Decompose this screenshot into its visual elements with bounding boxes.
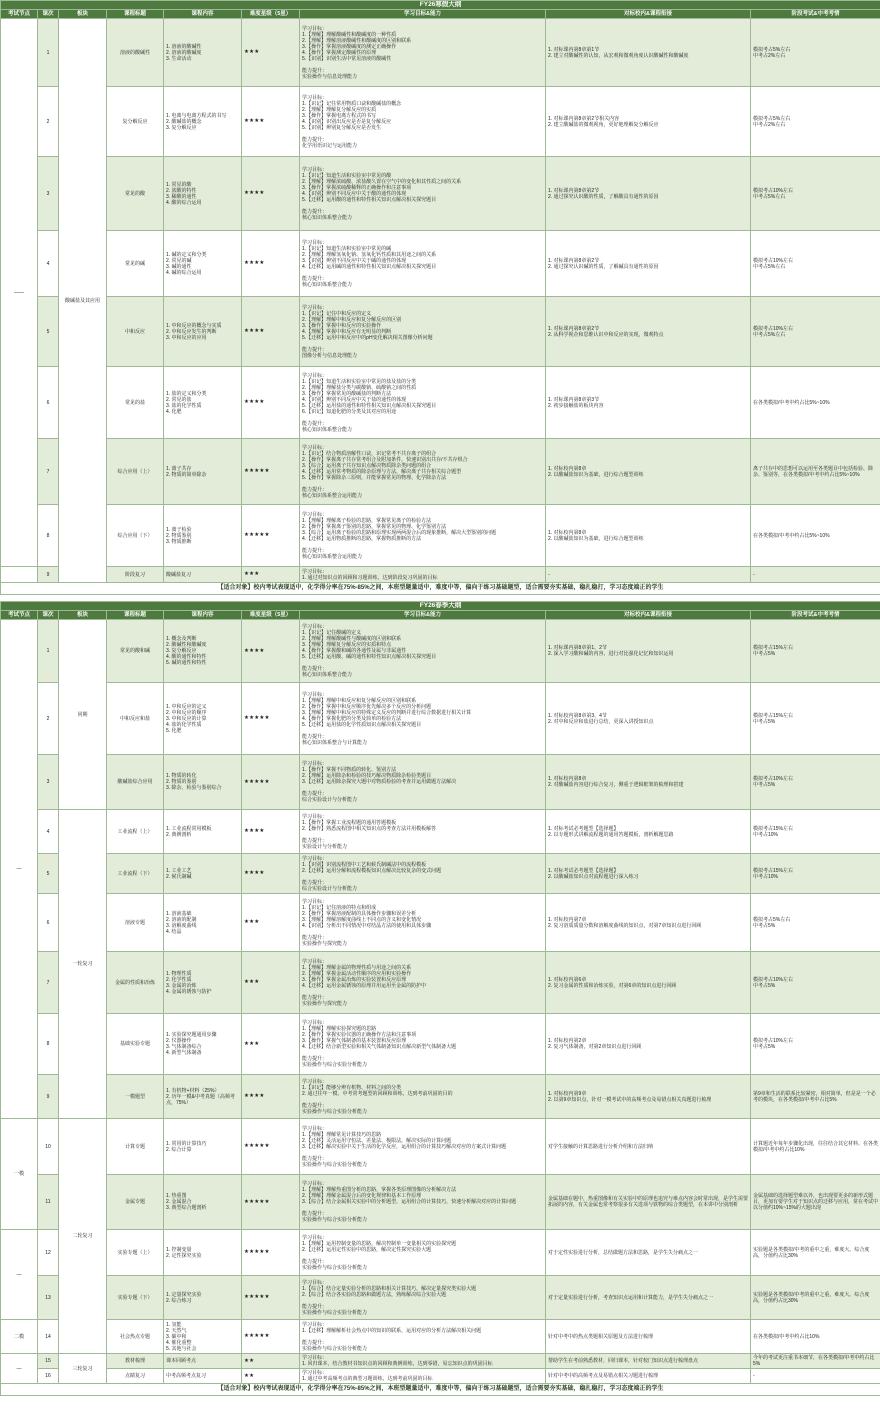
learning-goals: 学习目标： 1.【理解】理解中和反应和复分解反应的区别和联系 2.【操作】掌握中和反应顺序优先解决多个反应的分析问题 3.【理解】理解中和反应的特殊定义反应的判断并进行综合数据进行相关计算 4.【操作】掌握化肥的分类及简单的检验方法 5.【迁移】运用盐的化学性质知识点解决相关探究题目 能力提升： 核心知识体系整合与计算能力 (300, 683, 546, 755)
difficulty-stars: ★★★★ (242, 854, 300, 894)
learning-goals: 学习目标： 1.【操作】掌握不同物质的转化、鉴别方法 2.【理解】运用除杂和检验的技巧解决物质除杂检验类题目 3.【迁移】运用除杂探究大题中对物质检验的考查并运用做题方法解决 能力提升： 综合实验设计与分析能力 (300, 755, 546, 810)
exam-info: 模拟考占15%左右 中考占5% (751, 683, 880, 755)
exam-info: 金属基础的选择题型难以外，也出现要更多的新形式题目，更加有要学生对于知识点的迁移与应用，常在考试中以分值约10%~15%的大题出现 (751, 1175, 880, 1230)
exam-node: 一模 (1, 1119, 38, 1230)
course-title: 教材梳理 (107, 1354, 164, 1369)
school-alignment: - (546, 567, 751, 583)
course-title: 复分解反应 (107, 87, 164, 157)
learning-goals: 学习目标： 1.【识别】识别流程图中工艺和候氏制碱法中的流程模板 2.【迁移】运用分解和流程模板知识点解决比较复杂的变式问题 能力提升： 综合实验设计与分析能力 (300, 854, 546, 894)
lesson-number: 7 (38, 952, 59, 1014)
school-alignment: 1. 对标校内第6章 2. 复习金属的性质和冶炼实验，对第6章的知识点进行回顾 (546, 952, 751, 1014)
lesson-number: 8 (38, 505, 59, 567)
course-row (1, 1320, 880, 1354)
target-audience-note-row (1, 583, 880, 595)
column-header: 考试节点 (1, 10, 38, 19)
course-content: 酸碱盐复习 (164, 567, 242, 583)
course-row (1, 297, 880, 367)
course-row (1, 1354, 880, 1369)
learning-goals: 学习目标： 1.【操作】掌握工业流程题的通用答题模板 2.【操作】熟悉流程图中相关知识点的考查方法并用模板解答 能力提升： 实验设计与分析能力 (300, 810, 546, 854)
exam-info: 模拟考占15%左右 中考占10% (751, 854, 880, 894)
learning-goals: 学习目标： 1.【理解】理解金属的物理性质与用途之间的关系 2.【理解】掌握金属活动性顺序的应用和实验操作 3.【操作】掌握金属冶炼的实验装置和反应原理 4.【迁移】运用金属锈蚀的原理并用运用至金属的防护中 能力提升： 实验操作与探究能力 (300, 952, 546, 1014)
learning-goals: 学习目标： 1.【识记】记住常用物质口诀和酸碱盐的概念 2.【理解】理解复分解反应的实质 3.【操作】掌握电离方程式的书写 4.【识别】识别出反应是否是复分解反应 5.【识别】辨别复分解反应是否发生 能力提升： 化学用语识记与运用能力 (300, 87, 546, 157)
course-content: 1. 物理性质 2. 化学性质 3. 金属的冶炼 4. 金属的锈蚀与防护 (164, 952, 242, 1014)
course-title: 常见的碱 (107, 231, 164, 297)
column-header: 板块 (59, 611, 107, 620)
course-title: 酸碱盐综合应用 (107, 755, 164, 810)
column-header: 难度星级（5星） (242, 10, 300, 19)
course-content: 1. 物质的转化 2. 物质的鉴别 3. 除杂、检验与鉴别综合 (164, 755, 242, 810)
school-alignment: 帮助学生在考前熟悉教材，回归课本，针对校门知识点进行梳理盘点 (546, 1354, 751, 1369)
course-row (1, 1276, 880, 1320)
lesson-number: 15 (38, 1354, 59, 1369)
exam-info: 实验题是各类模拟/中考的重中之重，难度大、综合度高，分值约占比30% (751, 1276, 880, 1320)
school-alignment: 1. 对标课内第8章第2节相关内容 2. 建立酸碱盐的微观视角，更好地理解复分解反应 (546, 87, 751, 157)
course-title: 中和反应 (107, 297, 164, 367)
course-content: 1. 控制变量 2. 定性探究实验 (164, 1230, 242, 1276)
difficulty-stars: ★★★★★ (242, 1320, 300, 1354)
section-name: 三轮复习 (59, 1354, 107, 1384)
course-row (1, 367, 880, 439)
school-alignment: 1. 对标校内第8章 2. 以酸碱盐知识为基础，进行综合题型训练 (546, 439, 751, 505)
course-title: 阶段复习 (107, 567, 164, 583)
difficulty-stars: ★★★★★ (242, 1230, 300, 1276)
column-header: 对标校内&课程衔接 (546, 611, 751, 620)
school-alignment: 对于定量实验进行分析，考查知识点运用和计算能力，是学生失分痛点之一 (546, 1276, 751, 1320)
course-row (1, 1369, 880, 1384)
course-content: 1. 常用的计算技巧 2. 综合计算 (164, 1119, 242, 1175)
column-header-row (1, 611, 880, 620)
difficulty-stars: ★★★★★ (242, 1175, 300, 1230)
course-row (1, 952, 880, 1014)
learning-goals: 学习目标： 1.【识记】结合物质溶解性口诀，识记常考不共存离子的组合 2.【操作】掌握离子共存常考组合及附加条件，快速识别出共存/不共存组合 3.【综合】运用离子共存知识点解决物质除杂类问题的组合 4.【迁移】运用常考物质的除杂原理与方法，解决离子共存相关综合题型 5.【操作】掌握除杂三原则，并能掌握常见的物理、化学除杂方法 能力提升： 核心知识体系整合运用能力 (300, 439, 546, 505)
course-row (1, 810, 880, 854)
course-content: 1. 中和反应的概念与实质 2. 中和反应发生的判断 3. 中和反应的应用 (164, 297, 242, 367)
column-header: 课程内容 (164, 10, 242, 19)
school-alignment: 1. 对标课内第8章第2节 2. 通过探究认识酸的性质，了解酸具有通性的原因 (546, 157, 751, 231)
course-row (1, 1014, 880, 1075)
lesson-number: 5 (38, 297, 59, 367)
learning-goals: 学习目标： 1.【迁移】理解解析社会热点中的知识的联系，运用对应的分析方法解决相关问题 能力提升： 实验操作与综合实验分析能力 (300, 1320, 546, 1354)
course-content: 1. 定量探究实验 2. 综合练习 (164, 1276, 242, 1320)
exam-info: 模拟考占5%左右 中考占2%左右 (751, 19, 880, 87)
course-row (1, 854, 880, 894)
course-content: 1. 溶液的酸碱性 2. 溶液的酸碱度 3. 生命活动 (164, 19, 242, 87)
column-header: 阶段考试&中考考情 (751, 611, 880, 620)
exam-node: — (1, 1354, 38, 1384)
course-title: 实验专题（下） (107, 1276, 164, 1320)
difficulty-stars: ★★★★★ (242, 1276, 300, 1320)
column-header-row (1, 10, 880, 19)
lesson-number: 16 (38, 1369, 59, 1384)
difficulty-stars: ★★★ (242, 952, 300, 1014)
difficulty-stars: ★★★★ (242, 297, 300, 367)
course-content: 1. 碱的定义和分类 2. 常见的碱 3. 碱的通性 4. 碱的综合运用 (164, 231, 242, 297)
course-row (1, 1230, 880, 1276)
exam-node: — (1, 1230, 38, 1320)
difficulty-stars: ★★★ (242, 19, 300, 87)
course-title: 工业流程（下） (107, 854, 164, 894)
section-name: 一轮复习 (59, 810, 107, 1119)
lesson-number: 1 (38, 620, 59, 683)
lesson-number: 10 (38, 1119, 59, 1175)
course-title: 工业流程（上） (107, 810, 164, 854)
course-row (1, 505, 880, 567)
column-header: 难度星级（5星） (242, 611, 300, 620)
course-content: 1. 盐的定义和分类 2. 常见的盐 3. 盐的化学性质 4. 化肥 (164, 367, 242, 439)
difficulty-stars: ★★★★ (242, 620, 300, 683)
course-title: 常见的盐 (107, 367, 164, 439)
course-content: 1. 工业流程常用模板 2. 典例剖析 (164, 810, 242, 854)
section-name: 酸碱盐及其应用 (59, 19, 107, 583)
course-title: 综合应用（下） (107, 505, 164, 567)
course-row (1, 157, 880, 231)
column-header: 对标校内&课程衔接 (546, 10, 751, 19)
column-header: 课次 (38, 10, 59, 19)
exam-info: - (751, 567, 880, 583)
school-alignment: 金属基础在题中，热重图像和有关实验中的原理也追究与难点内容会时常出现，是学生需要拓展的内容，有关金属也常考察很多有关选项与铁物的综合类题型，在本讲中分别剖析 (546, 1175, 751, 1230)
course-content: 1. 中和反应的定义 2. 中和反应的顺序 3. 中和反应的计算 4. 盐的化学性质 5. 化肥 (164, 683, 242, 755)
column-header: 课程标题 (107, 611, 164, 620)
exam-info: 今年的考试更注重书本细节，在各类模拟/中考中约占比5% (751, 1354, 880, 1369)
difficulty-stars: ★★★★★ (242, 1119, 300, 1175)
target-audience-note: 【适合对象】校内考试表现适中，化学得分率在75%-85%之间，本班型题量适中，难度中等，偏向于练习基础题型，适合需要夯实基础，稳扎稳打，学习态度端正的学生 (1, 1384, 880, 1396)
school-alignment: 1. 对标校内第8章 2. 以酸碱盐知识为基础，进行综合题型训练 (546, 505, 751, 567)
school-alignment: 1. 对标课内第8章第3节 2. 初步接触盐的板块内容 (546, 367, 751, 439)
difficulty-stars: ★★ (242, 1354, 300, 1369)
school-alignment: 1. 对标校内第2章 2. 复习气体制备，对第2章知识点进行回顾 (546, 1014, 751, 1075)
difficulty-stars: ★★★★ (242, 1075, 300, 1119)
learning-goals: 学习目标： 1.【理解】理解酸碱性和酸碱度的一种性质 2.【理解】理解溶液酸碱性和酸碱度的区别和联系 3.【操作】掌握溶液酸碱度的测定正确操作 4.【操作】掌握测定酸碱性的原理 5.【识别】识别生活中常见溶液的酸碱性 能力提升： 实验操作与信息处理能力 (300, 19, 546, 87)
spacer-row (1, 595, 880, 602)
course-title: 溶液专题 (107, 894, 164, 952)
course-row (1, 439, 880, 505)
course-content: 1. 溶液基础 2. 溶液的配制 3. 溶解度曲线 4. 结晶 (164, 894, 242, 952)
course-content: 1. 离子共存 2. 物质的简单除杂 (164, 439, 242, 505)
school-alignment: 对学生接触的计算思路进行分析介绍和方法归纳 (546, 1119, 751, 1175)
exam-info: 在各类模拟/中考中约占比10% (751, 1320, 880, 1354)
column-header: 学习目标&能力 (300, 611, 546, 620)
lesson-number: 8 (38, 1014, 59, 1075)
course-title: 溶液的酸碱性 (107, 19, 164, 87)
difficulty-stars: ★★★★ (242, 810, 300, 854)
school-alignment: 1. 对标校内第8章第3、4节 2. 对中和反应和盐进行总结，更深入讲授知识点 (546, 683, 751, 755)
lesson-number: 13 (38, 1276, 59, 1320)
school-alignment: 针对中考中的高频考点及易错点相关习题进行梳理 (546, 1369, 751, 1384)
column-header: 阶段考试&中考考情 (751, 10, 880, 19)
exam-info: 模拟考占15%左右 中考占10% (751, 810, 880, 854)
course-row (1, 87, 880, 157)
course-row (1, 755, 880, 810)
lesson-number: 12 (38, 1230, 59, 1276)
column-header: 课程内容 (164, 611, 242, 620)
lesson-number: 3 (38, 157, 59, 231)
exam-info: 实验题是各类模拟/中考的重中之重，难度大、综合度高，分值约占比30% (751, 1230, 880, 1276)
lesson-number: 4 (38, 810, 59, 854)
lesson-number: 6 (38, 894, 59, 952)
learning-goals: 学习目标： 1.【识记】知道生活和实验室中常见的酸 2.【理解】理解浓硫酸、浓盐酸久置在空气中的变化和其性质之间的关系 3.【操作】掌握浓硫酸稀释的正确操作和注意事项 4.【识别】辨别不同反应中关于酸的通性的体现 5.【迁移】运用酸的通性和特性相关知识点解决相关探究题目 能力提升： 核心知识体系整合能力 (300, 157, 546, 231)
learning-goals: 学习目标： 1.【识记】知道生活和实验室中常见的盐及盐的分类 2.【理解】理解盐分类与碳酸钠、硫酸钠之间的性质 3.【操作】掌握常见的酸碱盐的判断方法 4.【识别】辨别不同反应中关于盐的通性的体现 5.【迁移】运用盐的通性和特性相关知识点解决相关探究题目 6.【识记】知道化肥的分类及其对应的用途 能力提升： 核心知识体系整合能力 (300, 367, 546, 439)
difficulty-stars: ★★★★★ (242, 755, 300, 810)
course-title: 计算专题 (107, 1119, 164, 1175)
lesson-number: 1 (38, 19, 59, 87)
difficulty-stars: ★★★★ (242, 367, 300, 439)
course-title: 基础实验专题 (107, 1014, 164, 1075)
difficulty-stars: ★★★★ (242, 87, 300, 157)
learning-goals: 学习目标： 1.【识记】能够分辨有机物、材料之间的分类 2. 通过往年一模、中考常考题型的回顾和训练，达到考前巩固的目的 能力提升： 实验操作与综合实验分析能力 (300, 1075, 546, 1119)
course-content: 1. 实验探究题通用步骤 2. 仪器操作 3. 气体制备综合 4. 新型气体制备 (164, 1014, 242, 1075)
difficulty-stars: ★★★★ (242, 231, 300, 297)
course-row (1, 620, 880, 683)
column-header: 课程标题 (107, 10, 164, 19)
exam-info: 模拟考占10%左右 中考占5%左右 (751, 231, 880, 297)
difficulty-stars: ★★★★ (242, 157, 300, 231)
school-alignment: 1. 对标校内第9章 2. 以第9章知识点，针对一模考试中的高频考点及易错点相关真题进行梳理 (546, 1075, 751, 1119)
course-title: 常见的酸 (107, 157, 164, 231)
exam-info: 模拟考占10%左右 中考占5% (751, 952, 880, 1014)
learning-goals: 学习目标： 1. 通过对知识点的回顾和习题训练，达到阶段复习巩固的目标 (300, 567, 546, 583)
course-content: 1. 有机物+材料（25%） 2. 历年一模&中考真题（高频考点，75%） (164, 1075, 242, 1119)
learning-goals: 学习目标： 1.【理解】理解常见计算技巧的思路 2.【迁移】灵活运用守恒法、差量法、极限法，解决实际的计算问题 3.【迁移】解决实验中关于生活的化学反应，运用组合的计算技巧解决对应的方案式计算问题 能力提升： 实验操作与综合实验分析能力 (300, 1119, 546, 1175)
school-alignment: 1. 对标考试必考题型【选择题】 2. 以专题形式讲解流程题的通用答题模板，剖析解题思路 (546, 810, 751, 854)
difficulty-stars: ★★ (242, 1369, 300, 1384)
course-row (1, 1075, 880, 1119)
exam-info: 离子共存中的思想可以运用至各类题目中包括检验、除杂、鉴别等，在各类模拟/中考中约占比5%~10% (751, 439, 880, 505)
course-title: 金属的性质和冶炼 (107, 952, 164, 1014)
difficulty-stars: ★★★★★ (242, 439, 300, 505)
learning-goals: 学习目标： 1. 通过中考高频考点的典型习题训练，达到考前巩固的目标 (300, 1369, 546, 1384)
exam-info: 第9章和生活的联系比较紧密，相对简单，但是是一个必考的模块，在各类模拟/中考中占比5% (751, 1075, 880, 1119)
lesson-number: 9 (38, 1075, 59, 1119)
lesson-number: 2 (38, 87, 59, 157)
exam-info: 模拟考占10%左右 中考占5% (751, 755, 880, 810)
school-alignment: 1. 对标校内第7章 2. 复习溶质质量分数和溶解度曲线的知识点，对第7章知识点进行回顾 (546, 894, 751, 952)
exam-node: —— (1, 19, 38, 567)
exam-info: 模拟考占15%左右 中考占5% (751, 620, 880, 683)
difficulty-stars: ★★★ (242, 1014, 300, 1075)
school-alignment: 1. 对标课内第8章第2节 2. 通过探究认识碱的性质，了解碱具有通性的原因 (546, 231, 751, 297)
course-row (1, 683, 880, 755)
column-header: 考试节点 (1, 611, 38, 620)
lesson-number: 2 (38, 683, 59, 755)
school-alignment: 1. 对标课内第8章第2节 2. 从科学视企和思维认识中和反应的实现，微观特点 (546, 297, 751, 367)
learning-goals: 学习目标： 1.【理解】理解热重图分析的思路，掌握各类原理图像的分析解决方法 2.【理解】理解金属混合后的变化规律和基本工作原理 3.【综合】结合金属相关实验中的分析题型，运用组合的计算技巧，快速分析解决对应的计算问题 能力提升： 实验操作与综合实验分析能力 (300, 1175, 546, 1230)
difficulty-stars: ★★★★★ (242, 683, 300, 755)
exam-info: - (751, 1369, 880, 1384)
learning-goals: 学习目标： 1.【理解】理解离子检验的思路，掌握常见离子的检验方法 2.【操作】掌握离子鉴别的思路，掌握常见的物理、化学鉴别方法 3.【综合】运用离子检验的思路和原理实现两两混合后的现象推断，解决大型鉴别的问题 4.【迁移】运用物质推断的思路，掌握物质推断的方法 能力提升： 核心知识体系整合运用能力 (300, 505, 546, 567)
exam-info: 计算题近年每年步骤化出现，往往结合其它材料、在各类模拟/中考中约占比10% (751, 1119, 880, 1175)
school-alignment: 针对中考中的热点类题相关原题及方法进行梳理 (546, 1320, 751, 1354)
course-content: 1. 离子检验 2. 物质鉴别 3. 物质推断 (164, 505, 242, 567)
learning-goals: 学习目标： 1.【理解】运用控制变量的思路，解决控制单一变量相关的实验探究题 2.【迁移】运用定性实验中的思路，解决定性探究实验大题 能力提升： 实验操作与综合实验分析能力 (300, 1230, 546, 1276)
course-content: 1. 电离与电离方程式的书写 2. 酸碱盐的概念 3. 复分解反应 (164, 87, 242, 157)
learning-goals: 学习目标： 1.【理解】理解实验探究题的思路 2.【操作】掌握实验仪器的正确操作方法和注意事项 3.【操作】掌握气体制备的基本装置和反应原理 4.【迁移】结合新型实验和相关气体制备知识点解决新型气体制备大题 能力提升： 实验操作与综合实验分析能力 (300, 1014, 546, 1075)
lesson-number: 3 (38, 755, 59, 810)
exam-info: 在各类模拟/中考中约占比5%~10% (751, 367, 880, 439)
school-alignment: 1. 对标课内第8章第1节 2. 建立对酸碱性的认知，从宏观和微观角度认识酸碱性和酸碱度 (546, 19, 751, 87)
exam-node: — (1, 620, 38, 1119)
target-audience-note-row (1, 1384, 880, 1396)
difficulty-stars: ★★★ (242, 894, 300, 952)
course-title: 金属专题 (107, 1175, 164, 1230)
learning-goals: 学习目标： 1.【识记】记住酸碱的定义 2.【理解】理解酸碱性与酸碱度的区别和联系 3.【理解】理解复分解反应的实质和特点 4.【操作】掌握酸和碱的各通性及属与非属通性 5.【迁移】运用酸、碱的通性和特性知识点解决相关探究题目 能力提升： 核心知识体系整合能力 (300, 620, 546, 683)
course-content: 中考高频考点复习 (164, 1369, 242, 1384)
outline-title: FY26春季大纲 (1, 602, 880, 611)
learning-goals: 学习目标： 1.【综合】结合定量实验分析的思路和相关计算技巧，解决定量探究类实验大题 2.【综合】结合各实验的思路和做题方法，熟练解决综合实验大题 能力提升： 实验操作与综合实验分析能力 (300, 1276, 546, 1320)
course-row (1, 19, 880, 87)
course-row (1, 231, 880, 297)
exam-node (1, 567, 38, 583)
outline-title: FY26寒假大纲 (1, 1, 880, 10)
learning-goals: 学习目标： 1.【识记】知道生活和实验室中常见的碱 2.【理解】理解氢氧化钠、氢氧化钙性质和其用途之间的关系 3.【识别】辨别不同反应中关于碱的通性的体现 4.【迁移】运用碱的通性和特性相关知识点解决相关探究题目 能力提升： 核心知识体系整合能力 (300, 231, 546, 297)
column-header: 学习目标&能力 (300, 10, 546, 19)
lesson-number: 14 (38, 1320, 59, 1354)
difficulty-stars: ★★★★★ (242, 505, 300, 567)
school-alignment: 对于定性实验进行分析，总结做题方法和思路，是学生失分痛点之一 (546, 1230, 751, 1276)
course-content: 1. 工业工艺 2. 候氏制碱 (164, 854, 242, 894)
exam-info: 模拟考占10%左右 中考占5%左右 (751, 297, 880, 367)
course-title: 一模题型 (107, 1075, 164, 1119)
course-title: 中和反应和盐 (107, 683, 164, 755)
spacer (1, 595, 880, 602)
course-content: 1. 热重图 2. 金属混合 3. 典型综合题剖析 (164, 1175, 242, 1230)
course-content: 1. 氢能 2. 天然气 3. 碳中和 4. 催化重整 5. 其他与社会 (164, 1320, 242, 1354)
school-alignment: 1. 对标校内第8章 2. 对酸碱盐内容进行综合复习，侧重于逻辑框架的梳理和搭建 (546, 755, 751, 810)
course-title: 实验专题（上） (107, 1230, 164, 1276)
course-content: 1. 常见的酸 2. 浓酸的特性 3. 稀酸的通性 4. 酸的综合运用 (164, 157, 242, 231)
exam-node: 二模 (1, 1320, 38, 1354)
outline-title-row (1, 1, 880, 10)
course-title: 常见的酸和碱 (107, 620, 164, 683)
lesson-number: 6 (38, 367, 59, 439)
section-name: 二轮复习 (59, 1119, 107, 1354)
course-row (1, 1119, 880, 1175)
lesson-number: 7 (38, 439, 59, 505)
learning-goals: 学习目标： 1. 回归课本，结合教材书知识点的回顾和典例训练，达到零错，易忘知识点的巩固目标 (300, 1354, 546, 1369)
exam-info: 模拟考占10%左右 中考占5%左右 (751, 157, 880, 231)
lesson-number: 9 (38, 567, 59, 583)
course-content: 课本回顾考点 (164, 1354, 242, 1369)
course-row (1, 567, 880, 583)
school-alignment: 1. 对标考试必考题型【选择题】 2. 以酸碱盐知识点对流程题进行深入练习 (546, 854, 751, 894)
section-name: 同期 (59, 620, 107, 810)
school-alignment: 1. 对标课内第8章第1、2节 2. 深入学习酸和碱的内容，进行对比强化记忆和知识运用 (546, 620, 751, 683)
course-title: 点睛复习 (107, 1369, 164, 1384)
course-row (1, 894, 880, 952)
target-audience-note: 【适合对象】校内考试表现适中，化学得分率在75%-85%之间，本班型题量适中，难度中等，偏向于练习基础题型，适合需要夯实基础，稳扎稳打，学习态度端正的学生 (1, 583, 880, 595)
column-header: 板块 (59, 10, 107, 19)
exam-info: 在各类模拟/中考中约占比5%~10% (751, 505, 880, 567)
course-title: 综合应用（上） (107, 439, 164, 505)
exam-info: 模拟考占10%左右 中考占5% (751, 1014, 880, 1075)
lesson-number: 11 (38, 1175, 59, 1230)
learning-goals: 学习目标： 1.【识记】记住中和反应的定义 2.【理解】理解中和反应和复分解反应的区别 3.【操作】掌握中和反应的实验操作 4.【理解】掌握中和反应有无明显的判断 5.【迁移】运用中和反应中的pH变化解决相关图像分析问题 能力提升： 图像分析与信息处理能力 (300, 297, 546, 367)
course-title: 社会热点专题 (107, 1320, 164, 1354)
course-content: 1. 概念及判断 2. 酸碱性和酸碱度 3. 复分解反应 4. 酸的通性和特性 5. 碱的通性和特性 (164, 620, 242, 683)
lesson-number: 5 (38, 854, 59, 894)
exam-info: 模拟考占5%左右 中考占5% (751, 894, 880, 952)
difficulty-stars: ★★★ (242, 567, 300, 583)
lesson-number: 4 (38, 231, 59, 297)
course-row (1, 1175, 880, 1230)
exam-info: 模拟考占5%左右 中考占2%左右 (751, 87, 880, 157)
outline-title-row (1, 602, 880, 611)
column-header: 课次 (38, 611, 59, 620)
learning-goals: 学习目标： 1.【识记】记住溶液的特点和组成 2.【操作】掌握溶液配制的具体操作步骤和误差分析 3.【理解】理解溶解度曲线上不同点的含义和变化情况 4.【识别】分析出不同情况中对结晶方法的使用和具体步骤 能力提升： 实验操作与探究能力 (300, 894, 546, 952)
